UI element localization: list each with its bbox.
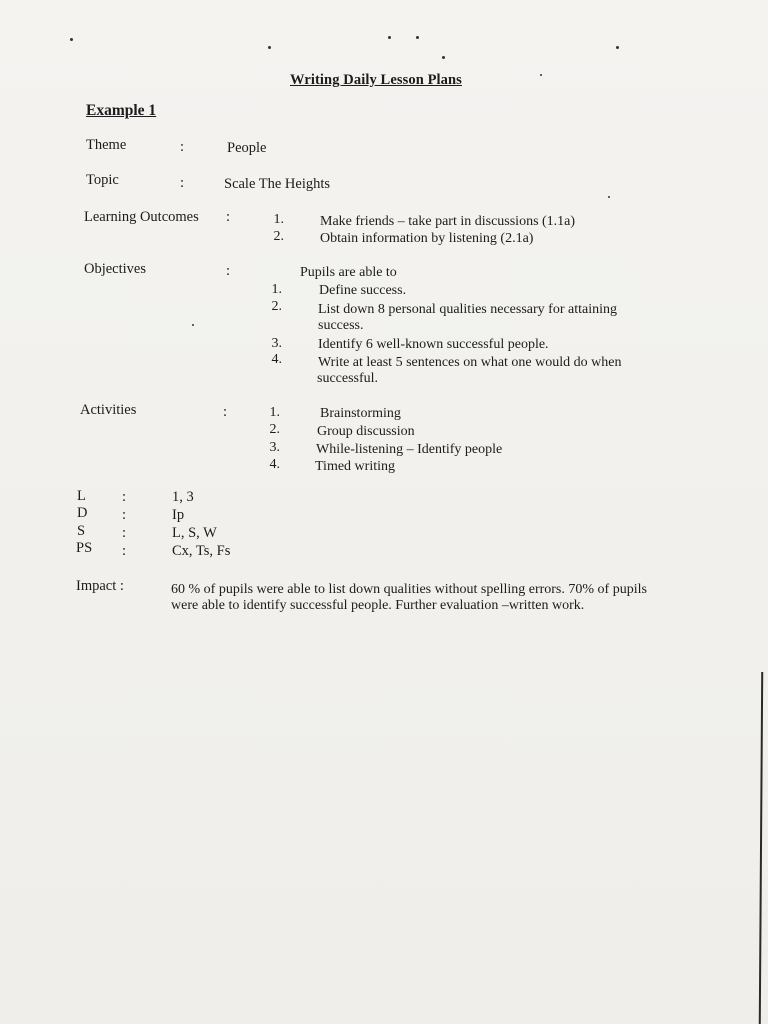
scan-speck [608,196,610,198]
objective-item: Write at least 5 sentences on what one would do when [318,355,622,370]
objectives-colon: : [226,263,231,279]
page-edge-shadow [759,672,763,1024]
objective-number: 2. [271,299,282,314]
scan-speck [388,36,391,39]
document-title: Writing Daily Lesson Plans [290,72,462,88]
activity-item: Brainstorming [320,406,401,421]
code-key: S [77,523,86,539]
activity-number: 4. [269,457,280,472]
learning-outcome-item: Make friends – take part in discussions (1.1a) [320,214,576,229]
activities-label: Activities [80,402,137,418]
activity-item: While-listening – Identify people [316,442,503,457]
learning-outcome-item: Obtain information by listening (2.1a) [320,231,534,246]
scan-speck [416,36,419,39]
topic-colon: : [180,175,185,191]
objective-item-continuation: success. [318,318,364,333]
theme-colon: : [180,139,185,155]
objectives-label: Objectives [84,261,147,277]
code-key: L [77,488,86,504]
topic-label: Topic [86,172,119,188]
activities-colon: : [223,404,228,420]
scan-speck [616,46,619,49]
objectives-intro: Pupils are able to [300,265,397,280]
scan-speck [268,46,271,49]
code-colon: : [122,489,127,505]
theme-value: People [227,140,267,156]
learning-outcome-number: 2. [273,229,284,244]
objective-item: Define success. [319,283,407,298]
scan-speck [442,56,445,59]
code-key: PS [76,540,93,556]
objective-item: List down 8 personal qualities necessary for attaining [318,302,617,317]
code-value: L, S, W [172,525,217,541]
code-colon: : [122,525,127,541]
code-key: D [77,505,88,521]
learning-outcomes-label: Learning Outcomes [84,209,199,225]
learning-outcomes-colon: : [226,209,231,225]
topic-value: Scale The Heights [224,176,331,192]
objective-item-continuation: successful. [317,371,379,386]
activity-number: 1. [269,405,280,420]
activity-item: Timed writing [315,459,395,474]
code-colon: : [122,507,127,523]
objective-number: 4. [271,352,282,367]
code-value: Cx, Ts, Fs [172,543,231,559]
impact-text: 60 % of pupils were able to list down qualities without spelling errors. 70% of pupils were able to identify successful people. Further evaluation –written work. [171,582,647,613]
objective-number: 3. [271,336,282,351]
activity-item: Group discussion [317,424,415,439]
objective-item: Identify 6 well-known successful people. [318,337,549,352]
code-value: 1, 3 [172,489,194,505]
theme-label: Theme [86,137,127,153]
objective-number: 1. [271,282,282,297]
code-colon: : [122,543,127,559]
learning-outcome-number: 1. [273,212,284,227]
scan-speck [192,324,194,326]
activity-number: 3. [269,440,280,455]
impact-label: Impact : [76,578,124,594]
example-heading: Example 1 [86,102,157,119]
scan-speck [540,74,542,76]
code-value: Ip [172,507,185,523]
activity-number: 2. [269,422,280,437]
scan-speck [70,38,73,41]
